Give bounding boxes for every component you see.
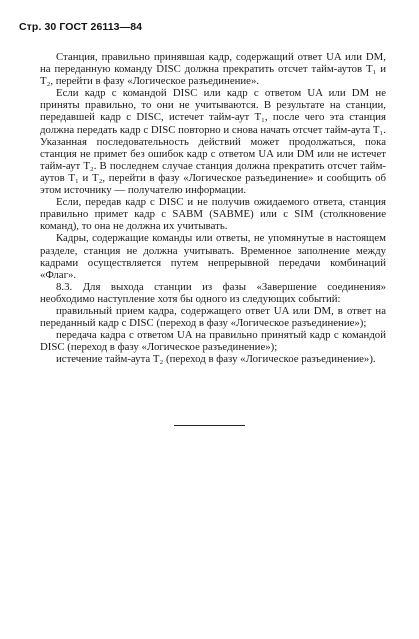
paragraph-1: Станция, правильно принявшая кадр, содержащий ответ UA или DM, на переданную команду DISC должна прекратить отсчет тайм-аутов T₁ и T₂, перейти в фазу «Логическое разъединение». <box>40 51 386 88</box>
paragraph-5-section-8-3: 8.3. Для выхода станции из фазы «Завершение соединения» необходимо наступление хотя бы одного из следующих событий: <box>40 280 386 305</box>
paragraph-4: Кадры, содержащие команды или ответы, не упомянутые в настоящем разделе, станция не должна учитывать. Временное заполнение между кадрами осуществляется путем непрерывной передачи комбинаций «Флаг». <box>40 232 386 281</box>
paragraph-8-event-3: истечение тайм-аута T₂ (переход в фазу «Логическое разъединение»). <box>56 353 376 366</box>
section-end-divider <box>174 425 245 426</box>
paragraph-2: Если кадр с командой DISC или кадр с ответом UA или DM не приняты правильно, то они не учитываются. В результате на станции, передавшей кадр с DISC, истечет тайм-аут T₁, после чего эта станция должна передать кадр с DISC повторно и снова начать отсчет тайм-аута T₁. Указанная последовательность действий может продолжаться, пока станция не примет без ошибок кадр с ответом UA или DM или не истечет тайм-аут T₂. В последнем случае станция должна прекратить отсчет тайм-аутов T₁ и T₂, перейти в фазу «Логическое разъединение» и сообщить об этом источнику — получателю информации. <box>40 87 386 197</box>
paragraph-6-event-1: правильный прием кадра, содержащего ответ UA или DM, в ответ на переданный кадр с DISC (переход в фазу «Логическое разъединение»); <box>40 304 386 330</box>
body-text <box>40 51 386 365</box>
paragraph-3: Если, передав кадр с DISC и не получив ожидаемого ответа, станция правильно примет кадр с SABM (SABME) или с SIM (столкновение команд), то она не должна их учитывать. <box>40 196 386 233</box>
paragraph-7-event-2: передача кадра с ответом UA на правильно принятый кадр с командой DISC (переход в фазу «Логическое разъединение»); <box>40 329 386 354</box>
page-header: Стр. 30 ГОСТ 26113—84 <box>19 21 143 33</box>
